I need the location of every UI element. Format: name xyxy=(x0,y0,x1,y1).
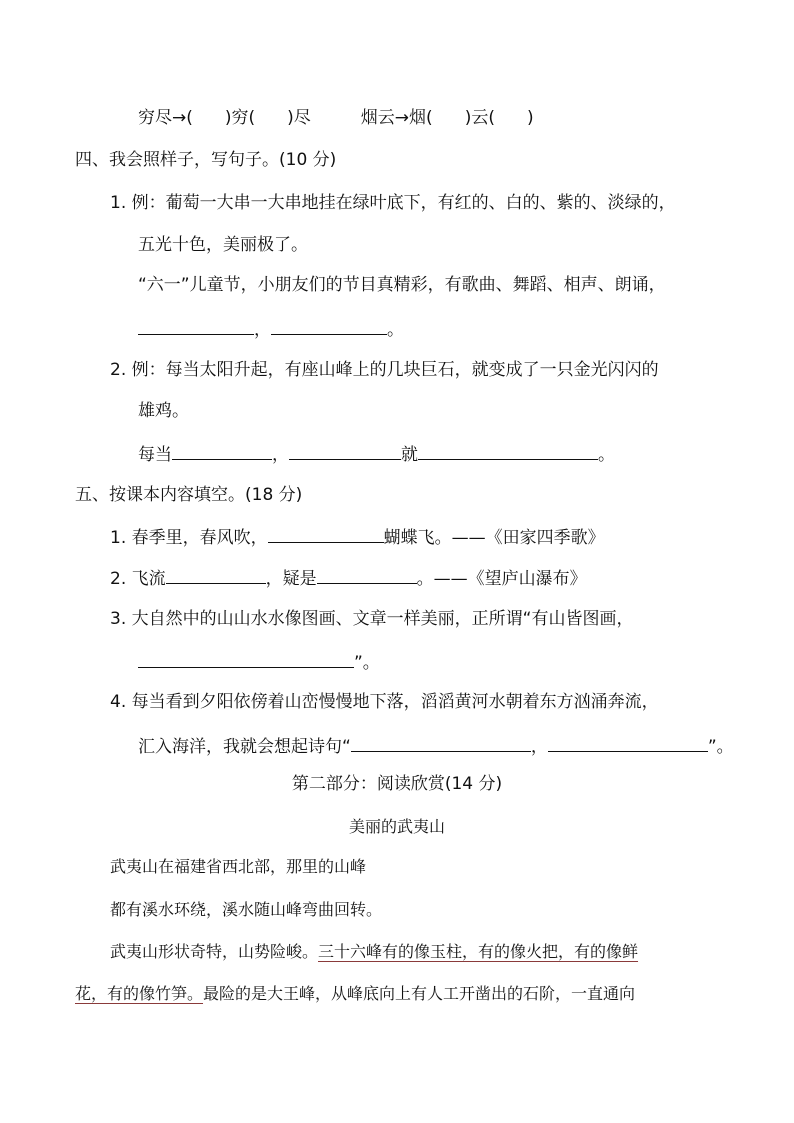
article-p2-line1-underlined: 三十六峰有的像玉柱，有的像火把，有的像鲜 xyxy=(318,942,639,961)
q4-1-blank-2[interactable] xyxy=(271,316,387,335)
q5-4-post: ”。 xyxy=(707,737,734,757)
q4-2-blank-1[interactable] xyxy=(172,441,272,460)
q4-1-period: 。 xyxy=(387,320,404,340)
q4-2-example-line1 xyxy=(110,358,659,382)
q5-3-blank[interactable] xyxy=(138,649,354,668)
q5-4-line1 xyxy=(110,690,659,714)
q4-2-example-text1: 例：每当太阳升起，有座山峰上的几块巨石，就变成了一只金光闪闪的 xyxy=(131,360,659,380)
q4-1-comma: ， xyxy=(254,320,271,340)
q5-3-number: 3. xyxy=(110,609,127,629)
article-p2-line2-b: 最险的是大王峰，从峰底向上有人工开凿出的石阶，一直通向 xyxy=(203,984,636,1003)
q4-2-word-2: 就 xyxy=(401,445,418,465)
q5-3-text: 大自然中的山山水水像图画、文章一样美丽，正所谓“有山皆图画， xyxy=(131,609,634,629)
q4-2-blank-3[interactable] xyxy=(418,441,598,460)
q5-2-mid: ，疑是 xyxy=(265,569,317,589)
q5-2-post: 。——《望庐山瀑布》 xyxy=(416,569,587,589)
article-p1-line2: 都有溪水环绕，溪水随山峰弯曲回转。 xyxy=(110,900,383,919)
q5-3-line2 xyxy=(138,649,380,675)
q5-4-number: 4. xyxy=(110,692,127,712)
article-p2-line1-a: 武夷山形状奇特，山势险峻。 xyxy=(110,942,319,961)
q5-2-line xyxy=(110,565,587,591)
q4-2-period: 。 xyxy=(598,445,615,465)
idiom-a-prefix: 穷尽→( xyxy=(138,108,193,128)
idiom-b-prefix: 烟云→烟( xyxy=(360,108,433,128)
q5-2-pre: 飞流 xyxy=(131,569,166,589)
q4-2-blank-2[interactable] xyxy=(289,441,401,460)
q5-4-blank-1[interactable] xyxy=(351,733,531,752)
section-5-heading: 五、按课本内容填空。(18 分) xyxy=(75,485,303,505)
q5-1-pre: 春季里，春风吹， xyxy=(131,528,268,548)
idiom-b-mid: )云( xyxy=(464,108,495,128)
article-p1-line1: 武夷山在福建省西北部，那里的山峰 xyxy=(110,857,367,876)
q5-2-number: 2. xyxy=(110,569,127,589)
q5-3-post: ”。 xyxy=(354,653,380,673)
q5-4-mid: ， xyxy=(530,737,548,757)
q5-1-blank[interactable] xyxy=(268,524,384,543)
article-p2-line1 xyxy=(110,940,638,964)
q4-1-example-line1 xyxy=(110,191,676,215)
q5-2-blank-1[interactable] xyxy=(166,565,266,584)
idiom-b-end: ) xyxy=(526,108,534,128)
q5-2-blank-2[interactable] xyxy=(317,565,417,584)
q5-4-line2 xyxy=(138,733,734,759)
q4-1-example-text1: 例：葡萄一大串一大串地挂在绿叶底下，有红的、白的、紫的、淡绿的， xyxy=(131,193,676,213)
q4-1-answer-line xyxy=(138,316,404,342)
q5-1-line xyxy=(110,524,605,550)
idiom-a-end: )尽 xyxy=(287,108,311,128)
q5-3-line1 xyxy=(110,607,633,631)
q4-2-word-1: 每当 xyxy=(138,445,172,465)
idiom-fill-line xyxy=(138,106,534,130)
q5-1-number: 1. xyxy=(110,528,127,548)
q4-2-example-line2: 雄鸡。 xyxy=(138,401,189,421)
idiom-a-mid: )穷( xyxy=(224,108,256,128)
q4-1-number: 1. xyxy=(110,193,127,213)
q4-2-comma: ， xyxy=(272,445,289,465)
q4-1-blank-1[interactable] xyxy=(138,316,254,335)
article-p2-line2 xyxy=(75,982,635,1006)
part-2-heading: 第二部分：阅读欣赏(14 分) xyxy=(291,774,503,794)
q5-1-post: 蝴蝶飞。——《田家四季歌》 xyxy=(383,528,605,548)
q4-2-number: 2. xyxy=(110,360,127,380)
q4-2-answer-line xyxy=(138,441,615,467)
q4-1-example-line2: 五光十色，美丽极了。 xyxy=(138,235,308,255)
q4-1-prompt: “六一”儿童节，小朋友们的节目真精彩，有歌曲、舞蹈、相声、朗诵， xyxy=(138,275,666,295)
q5-4-text: 每当看到夕阳依傍着山峦慢慢地下落，滔滔黄河水朝着东方汹涌奔流， xyxy=(131,692,659,712)
article-p2-line2-underlined: 花，有的像竹笋。 xyxy=(75,984,204,1003)
article-title: 美丽的武夷山 xyxy=(348,817,445,836)
q5-4-pre: 汇入海洋，我就会想起诗句“ xyxy=(138,737,351,757)
section-4-heading: 四、我会照样子，写句子。(10 分) xyxy=(75,150,337,170)
q5-4-blank-2[interactable] xyxy=(548,733,708,752)
